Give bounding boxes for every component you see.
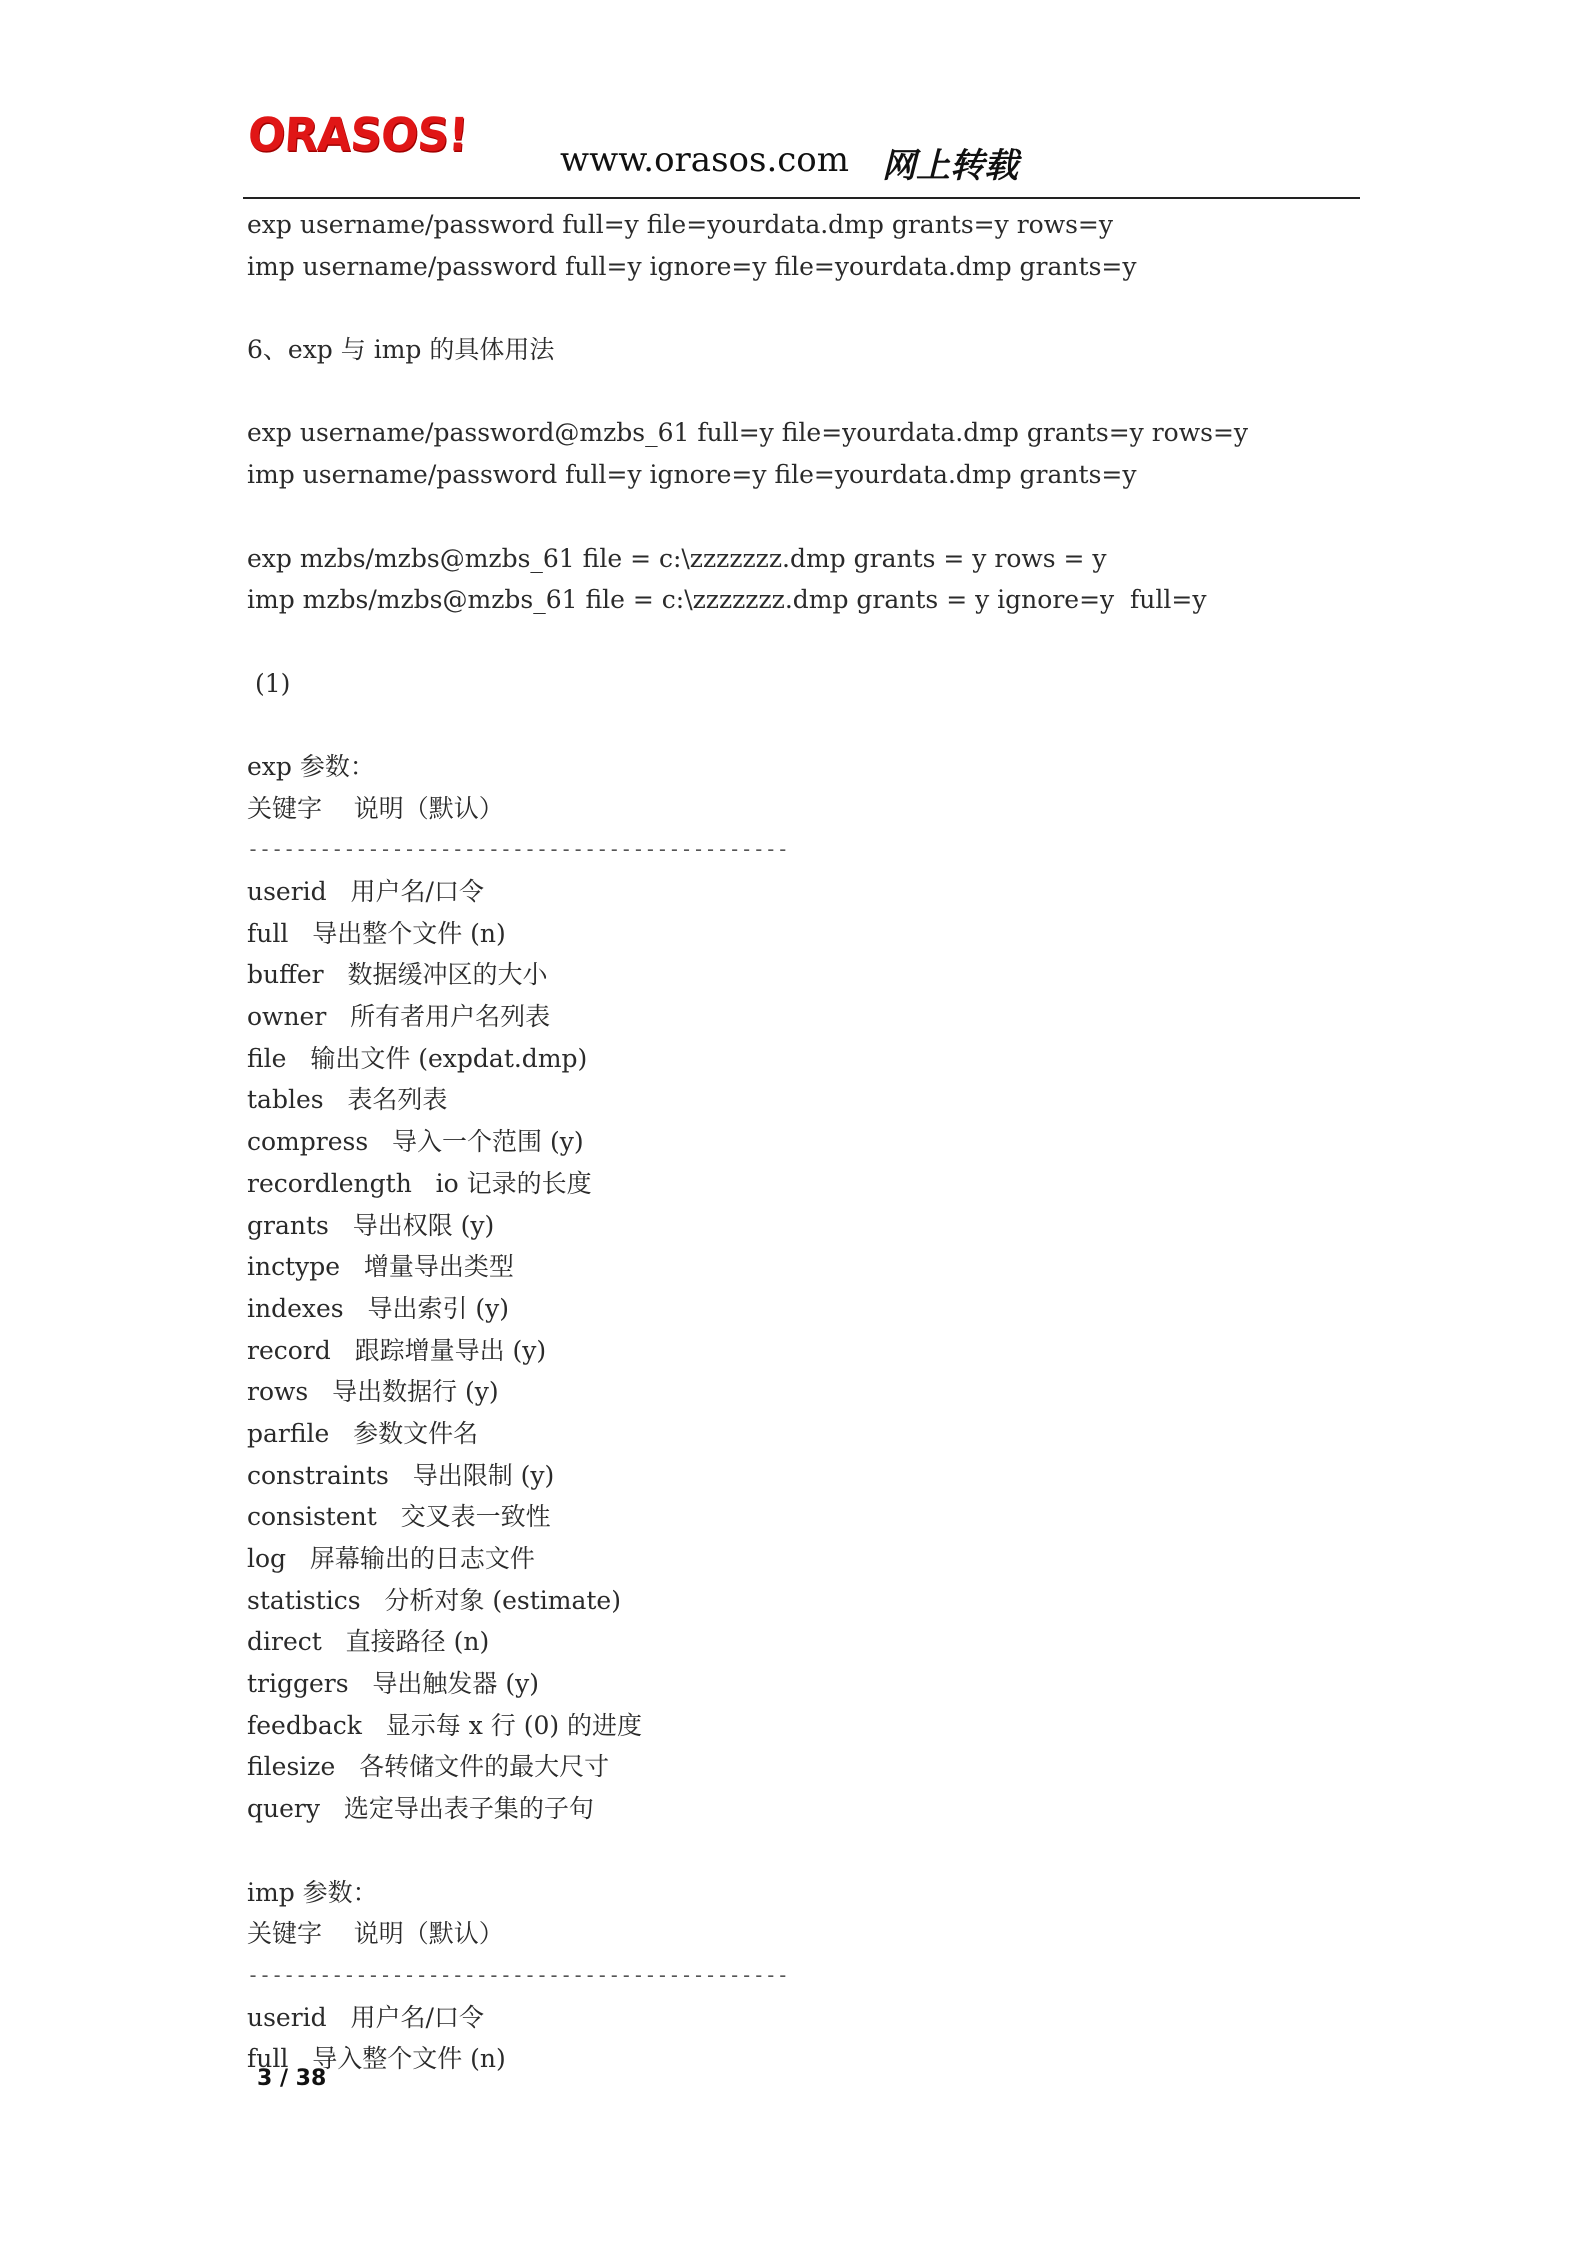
param-key: grants bbox=[247, 1210, 329, 1240]
param-description: 输出文件 (expdat.dmp) bbox=[310, 1043, 588, 1073]
param-description: 跟踪增量导出 (y) bbox=[354, 1335, 547, 1365]
param-row bbox=[247, 1079, 1357, 1121]
param-description: 导入整个文件 (n) bbox=[312, 2044, 506, 2074]
param-description: 数据缓冲区的大小 bbox=[347, 960, 548, 990]
param-row bbox=[247, 1413, 1357, 1455]
blank-line bbox=[247, 287, 1357, 329]
param-key: query bbox=[247, 1794, 320, 1824]
param-separator bbox=[377, 1496, 401, 1538]
exp-params-title: exp 参数： bbox=[247, 751, 375, 781]
param-separator bbox=[335, 1746, 359, 1788]
param-separator bbox=[324, 1079, 348, 1121]
param-description: 各转储文件的最大尺寸 bbox=[359, 1752, 610, 1782]
blank-line bbox=[247, 704, 1357, 746]
param-key: log bbox=[247, 1544, 287, 1573]
imp-params-list bbox=[247, 1997, 1357, 2080]
param-description: 导出权限 (y) bbox=[352, 1210, 495, 1240]
param-key: rows bbox=[247, 1377, 309, 1407]
param-key: parfile bbox=[247, 1418, 330, 1448]
param-row bbox=[247, 1371, 1357, 1413]
param-row bbox=[247, 1330, 1357, 1372]
param-row bbox=[247, 1621, 1357, 1663]
param-key: file bbox=[247, 1043, 287, 1073]
param-separator bbox=[286, 1038, 310, 1080]
blank-line bbox=[247, 371, 1357, 413]
param-separator bbox=[324, 954, 348, 996]
param-separator bbox=[322, 1621, 346, 1663]
param-row bbox=[247, 1121, 1357, 1163]
param-row bbox=[247, 1038, 1357, 1080]
param-key: consistent bbox=[247, 1502, 377, 1532]
param-description: 显示每 x 行 (0) 的进度 bbox=[385, 1710, 643, 1740]
param-row bbox=[247, 1163, 1357, 1205]
param-key: buffer bbox=[247, 960, 324, 990]
code-line: exp mzbs/mzbs@mzbs_61 file = c:\zzzzzzz.dmp grants = y rows = y bbox=[247, 543, 1107, 573]
param-separator bbox=[329, 1413, 353, 1455]
param-key: full bbox=[247, 918, 289, 948]
param-row bbox=[247, 1538, 1357, 1580]
section-heading: 6、exp 与 imp 的具体用法 bbox=[247, 335, 555, 365]
param-description: 表名列表 bbox=[347, 1085, 448, 1115]
param-separator bbox=[389, 1455, 413, 1497]
param-description: 参数文件名 bbox=[353, 1418, 479, 1448]
orasos-logo: ORASOS! bbox=[246, 108, 469, 163]
param-row bbox=[247, 1705, 1357, 1747]
param-row bbox=[247, 1746, 1357, 1788]
param-separator bbox=[368, 1121, 392, 1163]
param-separator bbox=[362, 1705, 386, 1747]
param-row bbox=[247, 1788, 1357, 1830]
param-key: indexes bbox=[247, 1293, 344, 1323]
param-description: 导出触发器 (y) bbox=[372, 1669, 539, 1699]
param-row bbox=[247, 1288, 1357, 1330]
code-line: imp mzbs/mzbs@mzbs_61 file = c:\zzzzzzz.dmp grants = y ignore=y full=y bbox=[247, 585, 1207, 615]
param-description: 屏幕输出的日志文件 bbox=[309, 1544, 535, 1573]
param-separator bbox=[308, 1371, 332, 1413]
param-key: recordlength bbox=[247, 1168, 412, 1198]
param-key: statistics bbox=[247, 1585, 361, 1615]
exp-params-column-header: 关键字 说明（默认） bbox=[247, 793, 504, 823]
param-description: 分析对象 (estimate) bbox=[384, 1585, 621, 1615]
param-row bbox=[247, 1246, 1357, 1288]
param-separator bbox=[349, 1663, 373, 1705]
header-divider bbox=[243, 197, 1360, 199]
param-description: 所有者用户名列表 bbox=[350, 1002, 551, 1032]
param-description: 导出整个文件 (n) bbox=[312, 918, 506, 948]
param-key: owner bbox=[247, 1002, 327, 1032]
param-separator bbox=[344, 1288, 368, 1330]
code-line: exp username/password@mzbs_61 full=y file=yourdata.dmp grants=y rows=y bbox=[247, 418, 1249, 448]
param-row bbox=[247, 1496, 1357, 1538]
param-separator bbox=[329, 1205, 353, 1247]
blank-line bbox=[247, 496, 1357, 538]
page-number: 3 / 38 bbox=[257, 2066, 327, 2091]
param-key: full bbox=[247, 2044, 289, 2074]
param-row bbox=[247, 1580, 1357, 1622]
blank-line bbox=[247, 1830, 1357, 1872]
param-separator bbox=[340, 1246, 364, 1288]
imp-params-column-header: 关键字 说明（默认） bbox=[247, 1919, 504, 1949]
param-description: 用户名/口令 bbox=[350, 877, 484, 906]
param-key: filesize bbox=[247, 1752, 336, 1782]
param-separator bbox=[412, 1163, 436, 1205]
blank-line bbox=[247, 621, 1357, 663]
code-line: exp username/password full=y file=yourdata.dmp grants=y rows=y bbox=[247, 210, 1113, 239]
imp-params-divider: --------------------------------------------- bbox=[247, 1962, 789, 1987]
param-key: constraints bbox=[247, 1460, 389, 1490]
param-row bbox=[247, 1663, 1357, 1705]
param-separator bbox=[327, 1997, 351, 2039]
param-description: 直接路径 (n) bbox=[345, 1627, 490, 1657]
param-row bbox=[247, 2038, 1357, 2080]
param-row bbox=[247, 996, 1357, 1038]
site-suffix: 网上转载 bbox=[882, 146, 1018, 186]
param-key: userid bbox=[247, 2002, 327, 2032]
param-description: 导出数据行 (y) bbox=[332, 1377, 499, 1407]
param-key: compress bbox=[247, 1127, 369, 1157]
code-line: imp username/password full=y ignore=y file=yourdata.dmp grants=y bbox=[247, 460, 1137, 490]
param-row bbox=[247, 1455, 1357, 1497]
param-description: 交叉表一致性 bbox=[400, 1502, 551, 1532]
site-url: www.orasos.com bbox=[560, 140, 849, 180]
param-description: 增量导出类型 bbox=[363, 1252, 514, 1282]
param-separator bbox=[361, 1580, 385, 1622]
param-description: 导出索引 (y) bbox=[367, 1293, 510, 1323]
param-description: io 记录的长度 bbox=[435, 1168, 592, 1198]
item-marker: (1) bbox=[247, 668, 291, 698]
param-key: inctype bbox=[247, 1252, 341, 1282]
param-row bbox=[247, 871, 1357, 913]
param-description: 导入一个范围 (y) bbox=[392, 1127, 584, 1157]
param-row bbox=[247, 954, 1357, 996]
param-separator bbox=[327, 871, 351, 913]
param-separator bbox=[320, 1788, 344, 1830]
param-row bbox=[247, 913, 1357, 955]
exp-params-list bbox=[247, 871, 1357, 1830]
param-row bbox=[247, 1205, 1357, 1247]
param-separator bbox=[286, 1538, 310, 1580]
param-separator bbox=[331, 1330, 355, 1372]
param-separator bbox=[326, 996, 350, 1038]
param-description: 选定导出表子集的子句 bbox=[343, 1794, 594, 1824]
imp-params-title: imp 参数： bbox=[247, 1877, 378, 1907]
param-key: direct bbox=[247, 1627, 322, 1657]
param-key: record bbox=[247, 1335, 331, 1365]
param-key: feedback bbox=[247, 1710, 362, 1740]
code-line: imp username/password full=y ignore=y file=yourdata.dmp grants=y bbox=[247, 251, 1137, 281]
param-key: triggers bbox=[247, 1669, 349, 1699]
param-key: tables bbox=[247, 1085, 324, 1115]
param-row bbox=[247, 1997, 1357, 2039]
document-body bbox=[247, 204, 1357, 2080]
param-separator bbox=[288, 913, 312, 955]
param-description: 导出限制 (y) bbox=[412, 1460, 555, 1490]
param-description: 用户名/口令 bbox=[350, 2002, 484, 2032]
exp-params-divider: --------------------------------------------- bbox=[247, 837, 789, 862]
param-key: userid bbox=[247, 877, 327, 906]
